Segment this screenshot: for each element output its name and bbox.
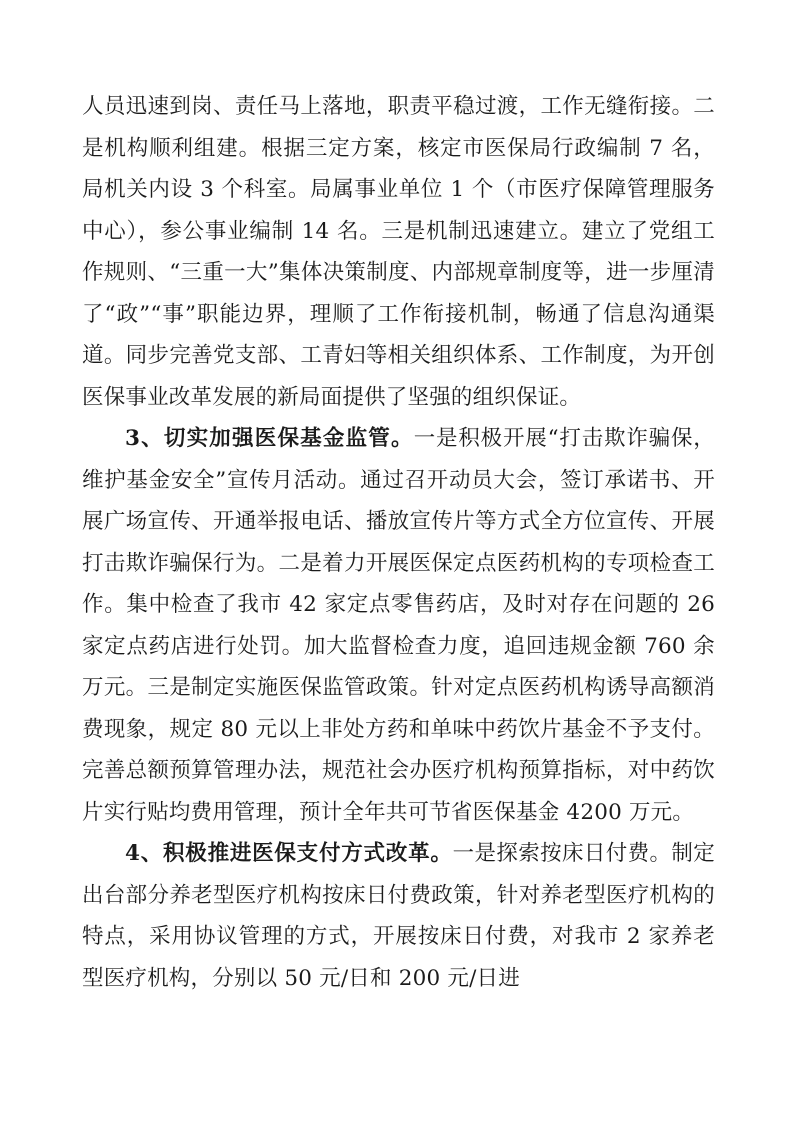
- paragraph-1-text: 人员迅速到岗、责任马上落地，职责平稳过渡，工作无缝衔接。二是机构顺利组建。根据三定方案，核定市医保局行政编制 7 名，局机关内设 3 个科室。局属事业单位 1 个（市医疗保障管理服务中心），参公事业编制 14 名。三是机制迅速建立。建立了党组工作规则、“三重一大”集体决策制度、内部规章制度等，进一步厘清了“政”“事”职能边界，理顺了工作衔接机制，畅通了信息沟通渠道。同步完善党支部、工青妇等相关组织体系、工作制度，为开创医保事业改革发展的新局面提供了坚强的组织保证。: [82, 94, 715, 410]
- paragraph-3: [82, 833, 715, 999]
- paragraph-2-text: 一是积极开展“打击欺诈骗保，维护基金安全”宣传月活动。通过召开动员大会，签订承诺书、开展广场宣传、开通举报电话、播放宣传片等方式全方位宣传、开展打击欺诈骗保行为。二是着力开展医保定点医药机构的专项检查工作。集中检查了我市 42 家定点零售药店，及时对存在问题的 26 家定点药店进行处罚。加大监督检查力度，追回违规金额 760 余万元。三是制定实施医保监管政策。针对定点医药机构诱导高额消费现象，规定 80 元以上非处方药和单味中药饮片基金不予支付。完善总额预算管理办法，规范社会办医疗机构预算指标，对中药饮片实行贴均费用管理，预计全年共可节省医保基金 4200 万元。: [82, 426, 715, 825]
- paragraph-3-heading: 4、积极推进医保支付方式改革。: [125, 841, 453, 866]
- paragraph-3-text: 一是探索按床日付费。制定出台部分养老型医疗机构按床日付费政策，针对养老型医疗机构的特点，采用协议管理的方式，开展按床日付费，对我市 2 家养老型医疗机构，分别以 50 元/日和 200 元/日进: [82, 841, 715, 991]
- document-body: [82, 86, 715, 999]
- paragraph-1: [82, 86, 715, 418]
- paragraph-2-heading: 3、切实加强医保基金监管。: [125, 426, 414, 451]
- paragraph-2: [82, 418, 715, 833]
